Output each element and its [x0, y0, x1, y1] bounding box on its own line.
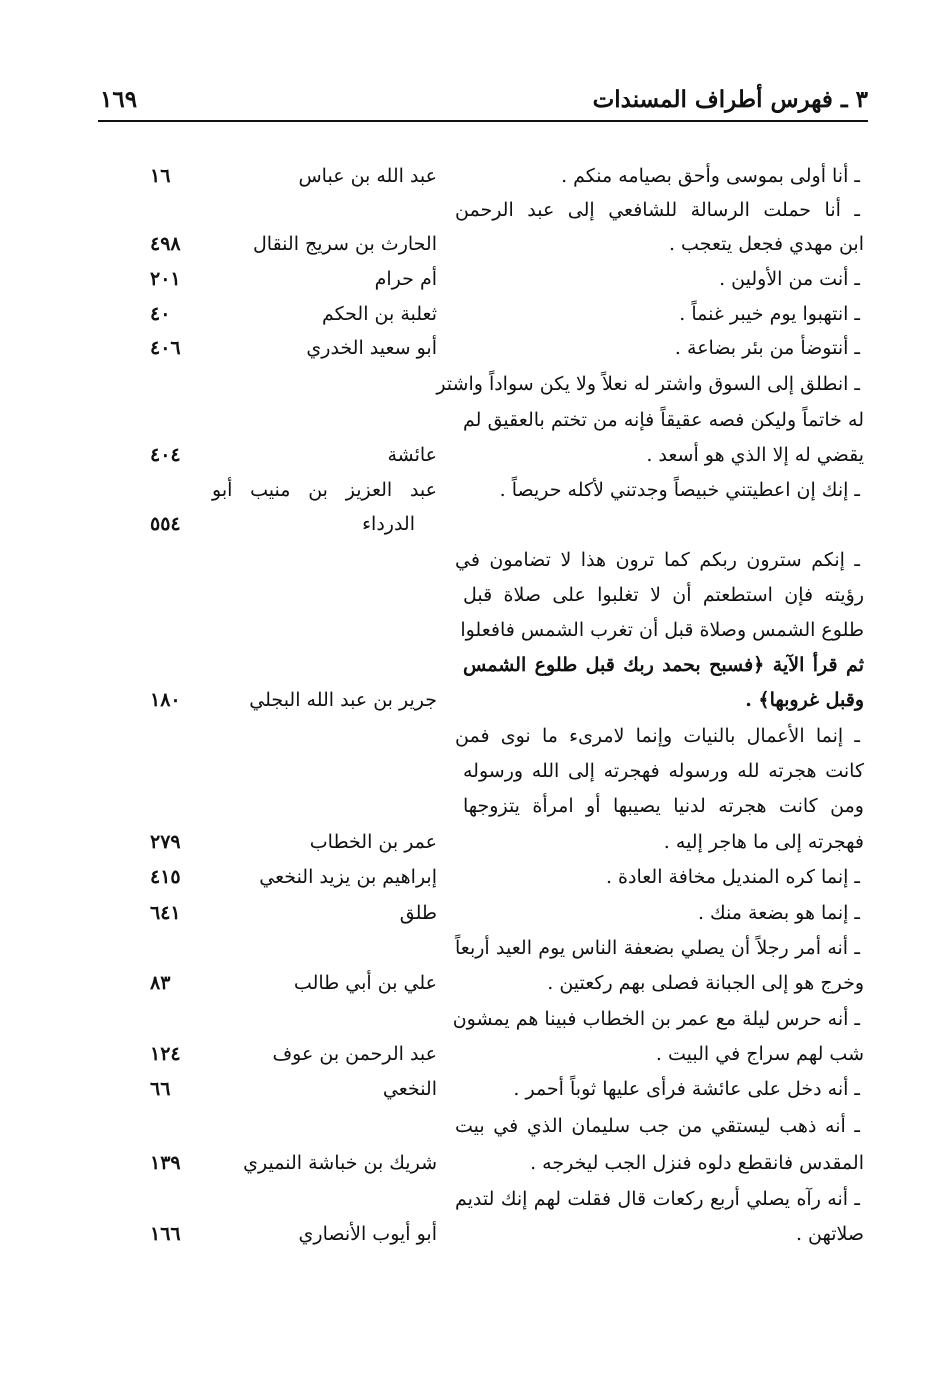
entry-text-line: ـ انتهبوا يوم خيبر غنماً . [679, 303, 860, 325]
entry-text-line: وخرج هو إلى الجبانة فصلى بهم ركعتين . [547, 972, 864, 994]
entry-text-line: له خاتماً وليكن فصه عقيقاً فإنه من تختم بالعقيق لم [463, 409, 864, 431]
entry-text-line: وقبل غروبها﴾ . [745, 689, 864, 711]
entry-reference: ٨٣ [150, 972, 171, 994]
entry-reference: ٥٥٤ [150, 513, 181, 535]
entry-reference: ٦٤١ [150, 902, 181, 924]
entry-reference: ١٨٠ [150, 689, 181, 711]
entry-narrator: الحارث بن سريج النقال [252, 233, 437, 255]
entry-text-line: ـ إنكم سترون ربكم كما ترون هذا لا تضامون في [455, 549, 860, 571]
entry-reference: ١٣٩ [150, 1152, 181, 1174]
entry-text-line: ـ أنه ذهب ليستقي من جب سليمان الذي في بيت [455, 1115, 860, 1137]
entry-narrator: النخعي [382, 1078, 437, 1100]
entry-narrator: عبد الله بن عباس [298, 165, 437, 187]
entry-text-line: ابن مهدي فجعل يتعجب . [668, 233, 864, 255]
entry-text-line: ـ أنا أولى بموسى وأحق بصيامه منكم . [561, 165, 860, 187]
entry-text-line: ـ إنك إن اعطيتني خبيصاً وجدتني لأكله حريصاً . [499, 479, 860, 501]
entry-narrator: أبو أيوب الأنصاري [298, 1223, 437, 1245]
entry-narrator-continuation: الدرداء [362, 513, 415, 535]
entry-narrator: عائشة [387, 444, 437, 466]
entry-text-line: ـ أنه رآه يصلي أربع ركعات قال فقلت لهم إنك لتديم [455, 1188, 860, 1210]
entry-text-line: ـ أنه أمر رجلاً أن يصلي بضعفة الناس يوم العيد أربعاً [455, 937, 860, 959]
entry-text-line: شب لهم سراج في البيت . [655, 1043, 864, 1065]
entry-text-line: ـ إنما الأعمال بالنيات وإنما لامرىء ما نوى فمن [455, 725, 860, 747]
entry-text-line: ـ أنه دخل على عائشة فرأى عليها ثوباً أحمر . [513, 1078, 860, 1100]
entry-narrator: عبد العزيز بن منيب أبو [212, 479, 437, 501]
page-title: ٣ ـ فهرس أطراف المسندات [592, 86, 868, 113]
entry-text-line: ـ أنتوضأ من بئر بضاعة . [674, 337, 860, 359]
entry-narrator: جرير بن عبد الله البجلي [249, 689, 437, 711]
entry-text-line: ـ أنا حملت الرسالة للشافعي إلى عبد الرحمن [455, 199, 860, 221]
entry-narrator: أبو سعيد الخدري [306, 337, 437, 359]
entry-text-line: ـ أنت من الأولين . [719, 268, 860, 290]
entry-narrator: شريك بن خباشة النميري [243, 1152, 437, 1174]
entry-narrator: أم حرام [374, 268, 437, 290]
entry-text-line: ـ إنما هو بضعة منك . [697, 902, 860, 924]
entry-reference: ٢٧٩ [150, 831, 181, 853]
entry-reference: ١٢٤ [150, 1043, 181, 1065]
entry-reference: ٤١٥ [150, 866, 181, 888]
entry-narrator: ثعلبة بن الحكم [322, 303, 437, 325]
entry-text-line: ومن كانت هجرته لدنيا يصيبها أو امرأة يتزوجها [463, 795, 864, 817]
entry-text-line: رؤيته فإن استطعتم أن لا تغلبوا على صلاة قبل [463, 584, 864, 606]
entry-reference: ٤٩٨ [150, 233, 181, 255]
entry-text-line: صلاتهن . [795, 1223, 864, 1245]
entry-text-line: ثم قرأ الآية ﴿فسبح بحمد ربك قبل طلوع الشمس [463, 654, 864, 676]
entry-reference: ٢٠١ [150, 268, 181, 290]
entry-narrator: علي بن أبي طالب [293, 972, 437, 994]
entry-text-line: يقضي له إلا الذي هو أسعد . [646, 444, 864, 466]
entry-text-line: المقدس فانقطع دلوه فنزل الجب ليخرجه . [530, 1152, 864, 1174]
entry-text-line: ـ أنه حرس ليلة مع عمر بن الخطاب فبينا هم يمشون [452, 1008, 860, 1030]
entry-reference: ٦٦ [150, 1078, 171, 1100]
entry-reference: ١٦ [150, 165, 171, 187]
entry-narrator: عمر بن الخطاب [309, 831, 437, 853]
entry-narrator: إبراهيم بن يزيد النخعي [259, 866, 437, 888]
entry-reference: ٤٠٤ [150, 444, 181, 466]
entry-text-line: فهجرته إلى ما هاجر إليه . [663, 831, 864, 853]
entry-reference: ٤٠٦ [150, 337, 181, 359]
entry-text-line: طلوع الشمس وصلاة قبل أن تغرب الشمس فافعلوا [460, 619, 864, 641]
entry-text-line: ـ إنما كره المنديل مخافة العادة . [605, 866, 860, 888]
entry-narrator: عبد الرحمن بن عوف [272, 1043, 437, 1065]
entry-narrator: طلق [399, 902, 437, 924]
entry-text-line: كانت هجرته لله ورسوله فهجرته إلى الله ورسوله [463, 760, 864, 782]
entry-text-line: ـ انطلق إلى السوق واشتر له نعلاً ولا يكن سواداً واشتر [436, 373, 860, 395]
entry-reference: ٤٠ [150, 303, 171, 325]
page-number: ١٦٩ [100, 86, 138, 113]
entry-reference: ١٦٦ [150, 1223, 181, 1245]
